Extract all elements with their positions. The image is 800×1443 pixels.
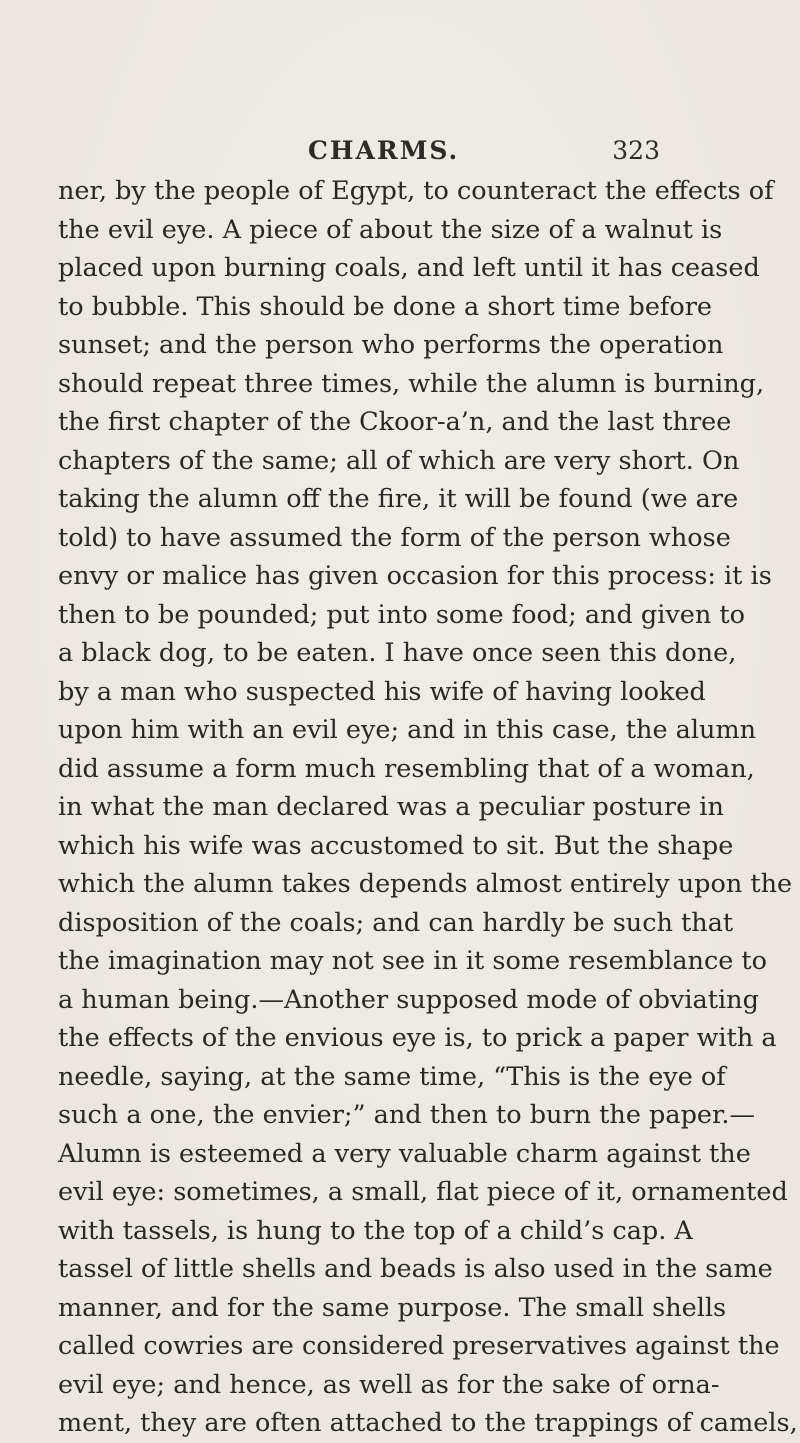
text-line: taking the alumn off the fire, it will be found (we are xyxy=(58,484,739,514)
text-line: by a man who suspected his wife of having looked xyxy=(58,676,706,707)
text-line: called cowries are considered preservatives against the xyxy=(58,1331,780,1361)
text-line: the effects of the envious eye is, to prick a paper with a xyxy=(58,1023,777,1053)
text-line: to bubble. This should be done a short time before xyxy=(58,291,712,322)
text-line: envy or malice has given occasion for this process: it is xyxy=(58,561,772,591)
text-line: tassel of little shells and beads is also used in the same xyxy=(58,1254,773,1284)
page-number: 323 xyxy=(612,136,660,165)
text-line: did assume a form much resembling that of a woman, xyxy=(58,753,755,784)
text-line: Alumn is esteemed a very valuable charm against the xyxy=(58,1138,751,1169)
text-line: the imagination may not see in it some resemblance to xyxy=(58,946,768,976)
text-line: should repeat three times, while the alumn is burning, xyxy=(58,368,765,399)
text-line: with tassels, is hung to the top of a child’s cap. A xyxy=(58,1215,693,1246)
text-line: such a one, the envier;” and then to burn the paper.— xyxy=(58,1100,755,1130)
text-line: placed upon burning coals, and left until it has ceased xyxy=(58,253,760,283)
text-line: manner, and for the same purpose. The small shells xyxy=(58,1292,727,1323)
text-line: sunset; and the person who performs the operation xyxy=(58,330,724,360)
text-line: the evil eye. A piece of about the size of a walnut is xyxy=(58,214,723,245)
text-line: evil eye; and hence, as well as for the sake of orna- xyxy=(58,1369,720,1400)
text-line: told) to have assumed the form of the person whose xyxy=(58,522,731,553)
text-line: then to be pounded; put into some food; and given to xyxy=(58,599,745,630)
text-line: a black dog, to be eaten. I have once seen this done, xyxy=(58,638,737,668)
text-line: which the alumn takes depends almost entirely upon the xyxy=(58,869,793,899)
text-line: ment, they are often attached to the trappings of camels, xyxy=(58,1408,798,1438)
text-line: a human being.—Another supposed mode of obviating xyxy=(58,984,759,1015)
text-line: needle, saying, at the same time, “This is the eye of xyxy=(58,1061,726,1092)
text-line: which his wife was accustomed to sit. But the shape xyxy=(58,830,734,861)
text-line: evil eye: sometimes, a small, flat piece of it, ornamented xyxy=(58,1177,788,1207)
text-line: disposition of the coals; and can hardly be such that xyxy=(58,907,734,938)
body-paragraph xyxy=(58,172,798,1443)
running-head xyxy=(60,136,660,176)
text-line: in what the man declared was a peculiar posture in xyxy=(58,792,724,822)
text-line: chapters of the same; all of which are very short. On xyxy=(58,445,740,476)
text-line: the first chapter of the Ckoor-a’n, and the last three xyxy=(58,407,732,437)
text-line: ner, by the people of Egypt, to counteract the effects of xyxy=(58,176,774,206)
running-head-title: CHARMS. xyxy=(308,136,460,165)
text-line: upon him with an evil eye; and in this case, the alumn xyxy=(58,715,757,745)
